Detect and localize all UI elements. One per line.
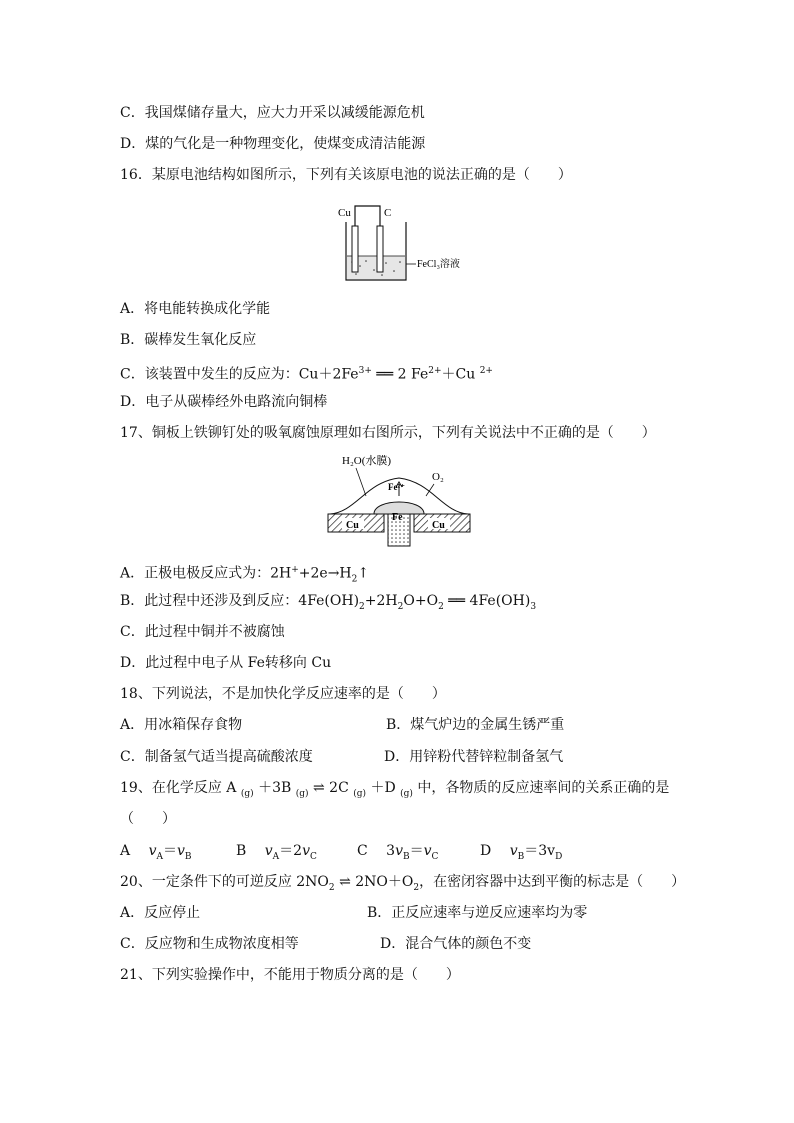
question-16: 16．某原电池结构如图所示，下列有关该原电池的说法正确的是（ ）: [120, 167, 572, 183]
question-17: 17、铜板上铁铆钉处的吸氧腐蚀原理如右图所示，下列有关说法中不正确的是（ ）: [120, 425, 656, 441]
option-18-c: C．制备氢气适当提高硫酸浓度: [120, 749, 313, 765]
label-fe: Fe: [392, 512, 403, 523]
label-cu-right: Cu: [432, 520, 445, 531]
question-19-blank: （ ）: [120, 811, 176, 827]
option-17-b: B．此过程中还涉及到反应：$4Fe(OH)_2+2H_2O+O_2$ ══ $4Fe(OH)_3$: [120, 593, 537, 612]
option-18-a: A．用冰箱保存食物: [120, 717, 243, 733]
label-fecl3-solution: FeCl₃溶液: [417, 259, 460, 270]
question-18: 18、下列说法，不是加快化学反应速率的是（ ）: [120, 686, 446, 702]
label-fe2-ion: Fe²⁺: [388, 482, 405, 492]
question-19: 19、在化学反应 A $_{(g)}$ ＋3B $_{(g)}$ ⇌ 2C $_{(g)}$ ＋D $_{(g)}$ 中，各物质的反应速率间的关系正确的是: [120, 780, 670, 799]
question-21: 21、下列实验操作中，不能用于物质分离的是（ ）: [120, 967, 460, 983]
option-20-a: A．反应停止: [120, 905, 201, 921]
label-o2: O₂: [432, 471, 444, 483]
label-cu-left: Cu: [346, 520, 359, 531]
question-20: 20、一定条件下的可逆反应 $2NO_2$ ⇌ $2NO+O_2$，在密闭容器中达到平衡的标志是（ ）: [120, 874, 686, 893]
option-17-a: A．正极电极反应式为：$2H^++2e\to H_2↑$: [120, 565, 370, 585]
option-16-c: C．该装置中发生的反应为：$Cu+2Fe^{3+}$ ══ 2 $Fe^{2+}+Cu$ $^{2+}$: [120, 366, 493, 383]
label-water-film: H₂O(水膜): [342, 455, 392, 467]
option-19-d: D $v_B=3v_D$: [480, 843, 563, 862]
corrosion-figure: [326, 452, 472, 548]
option-19-a: A $v_A=v_B$: [120, 843, 192, 862]
option-16-b: B．碳棒发生氧化反应: [120, 332, 257, 348]
option-18-d: D．用锌粉代替锌粒制备氢气: [384, 749, 564, 765]
label-c-electrode: C: [384, 207, 392, 219]
option-20-d: D．混合气体的颜色不变: [380, 936, 532, 952]
option-15-d: D．煤的气化是一种物理变化，使煤变成清洁能源: [120, 136, 426, 152]
option-20-c: C．反应物和生成物浓度相等: [120, 936, 299, 952]
option-16-d: D．电子从碳棒经外电路流向铜棒: [120, 394, 328, 410]
option-20-b: B．正反应速率与逆反应速率均为零: [367, 905, 588, 921]
option-18-b: B．煤气炉边的金属生锈严重: [386, 717, 565, 733]
option-15-c: C．我国煤储存量大，应大力开采以减缓能源危机: [120, 105, 425, 121]
option-17-c: C．此过程中铜并不被腐蚀: [120, 624, 285, 640]
galvanic-cell-figure: [336, 200, 466, 286]
option-16-a: A．将电能转换成化学能: [120, 301, 271, 317]
option-19-c: C $3v_B=v_C$: [357, 843, 439, 862]
option-19-b: B $v_A=2v_C$: [236, 843, 317, 862]
option-17-d: D．此过程中电子从 Fe转移向 Cu: [120, 655, 332, 671]
label-cu-electrode: Cu: [338, 207, 351, 219]
